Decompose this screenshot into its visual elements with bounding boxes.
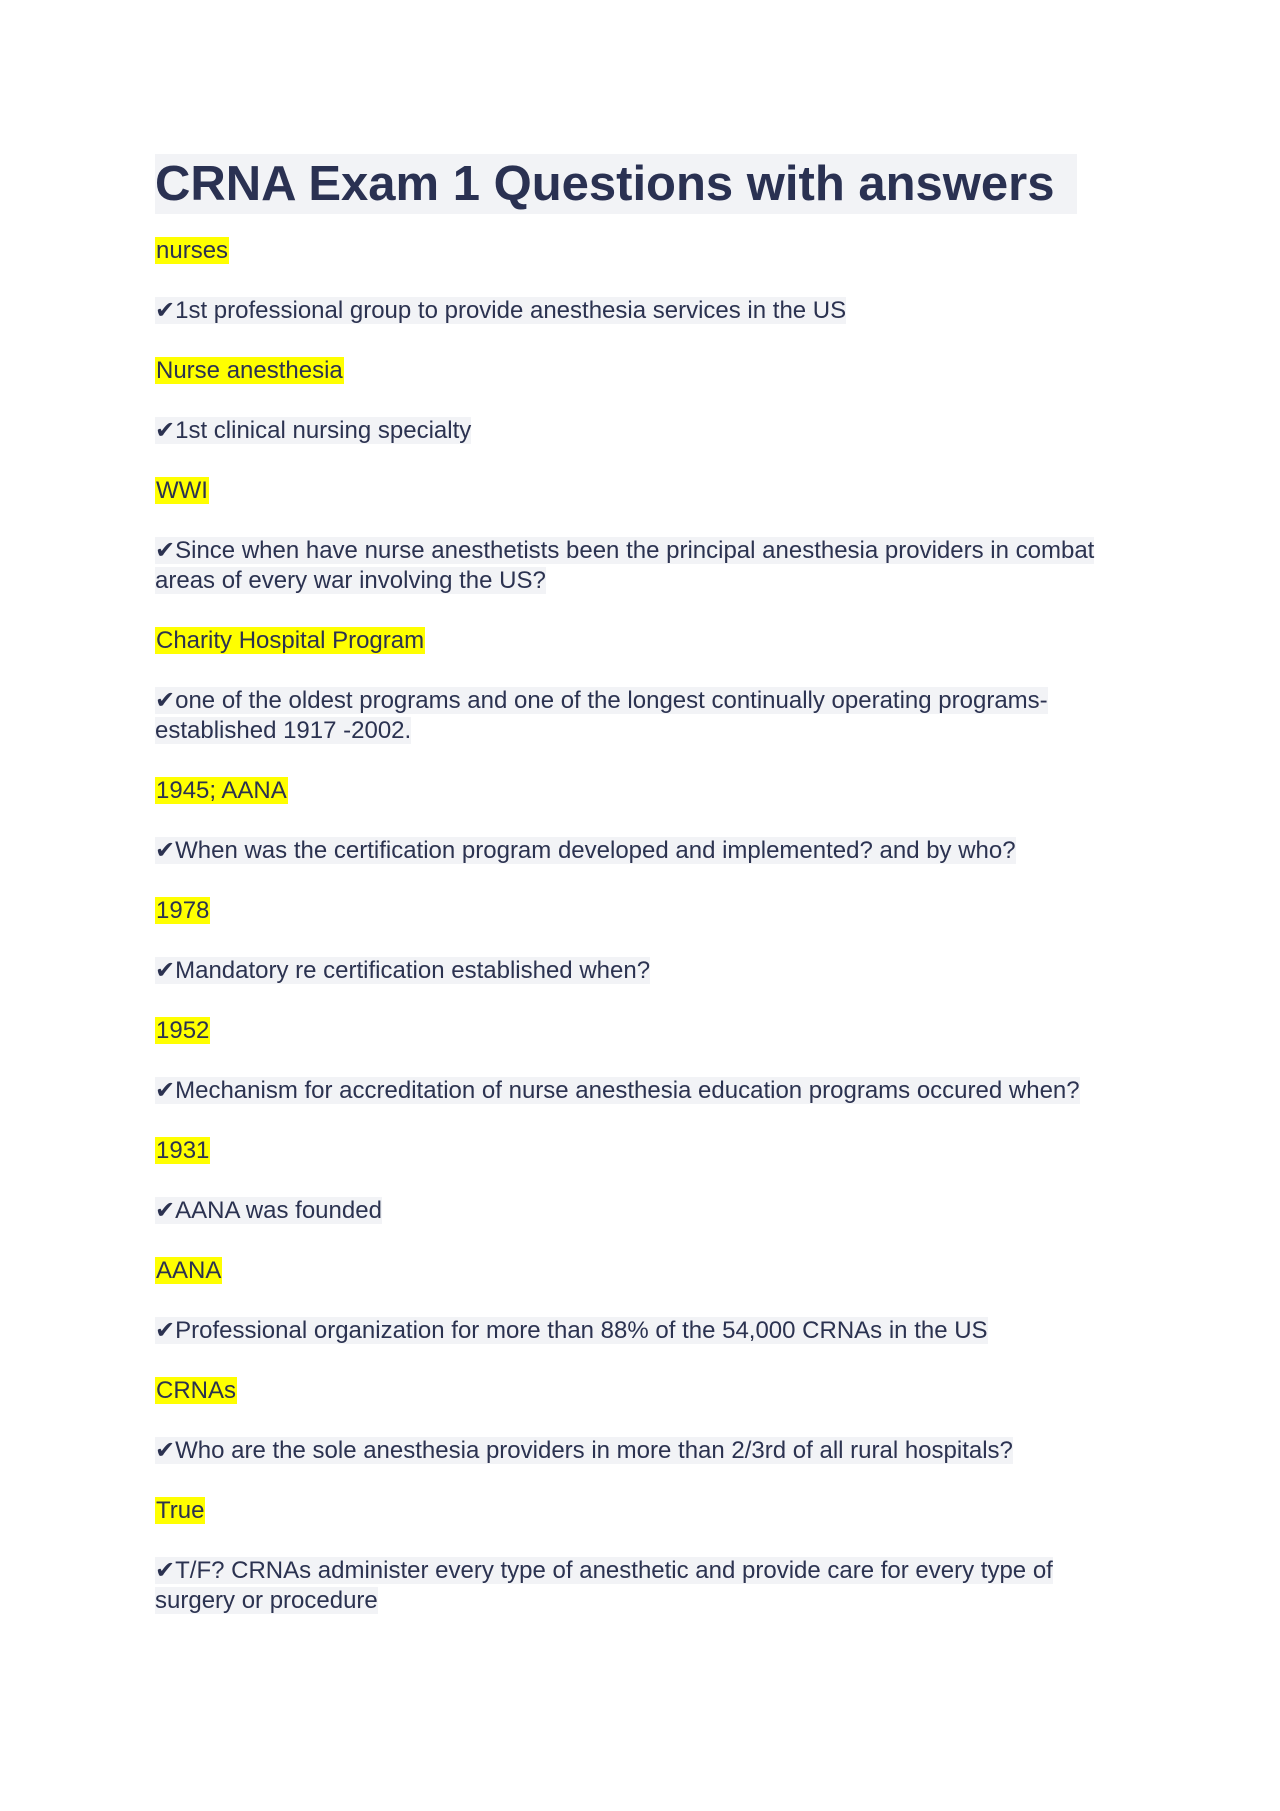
definition-body: AANA was founded: [175, 1197, 382, 1224]
definition-text: [155, 957, 650, 984]
definition-text: [155, 1077, 1080, 1104]
definition-body: When was the certification program developed and implemented? and by who?: [175, 837, 1016, 864]
check-mark-icon: ✔: [155, 537, 176, 564]
term-highlight: CRNAs: [156, 1377, 237, 1404]
definition-body: one of the oldest programs and one of the longest continually operating programs- established 1917 -2002.: [155, 687, 1048, 744]
term-highlight: 1978: [156, 897, 210, 924]
qa-item: [155, 356, 1135, 446]
check-mark-icon: ✔: [155, 837, 176, 864]
check-mark-icon: ✔: [155, 297, 176, 324]
term-highlight: AANA: [156, 1257, 222, 1284]
check-mark-icon: ✔: [155, 1197, 176, 1224]
qa-item: [155, 896, 1135, 986]
term-highlight: 1931: [156, 1137, 210, 1164]
definition-body: T/F? CRNAs administer every type of anesthetic and provide care for every type of surgery or procedure: [155, 1557, 1053, 1614]
check-mark-icon: ✔: [155, 1437, 176, 1464]
definition-body: 1st professional group to provide anesthesia services in the US: [175, 297, 847, 324]
definition-body: Since when have nurse anesthetists been the principal anesthesia providers in combat areas of every war involving the US?: [155, 537, 1095, 594]
definition-text: [155, 1197, 382, 1224]
definition-body: Professional organization for more than 88% of the 54,000 CRNAs in the US: [175, 1317, 988, 1344]
check-mark-icon: ✔: [155, 1077, 176, 1104]
term-highlight: nurses: [156, 237, 229, 264]
term-highlight: 1952: [156, 1017, 210, 1044]
qa-item: [155, 1136, 1135, 1226]
qa-item: [155, 1016, 1135, 1106]
definition-text: [155, 417, 471, 444]
check-mark-icon: ✔: [155, 417, 176, 444]
definition-text: [155, 687, 1048, 744]
qa-item: [155, 1376, 1135, 1466]
term-highlight: Nurse anesthesia: [156, 357, 343, 384]
definition-body: 1st clinical nursing specialty: [175, 417, 472, 444]
check-mark-icon: ✔: [155, 957, 176, 984]
term-highlight: WWI: [156, 477, 208, 504]
term-highlight: Charity Hospital Program: [156, 627, 425, 654]
definition-body: Mandatory re certification established when?: [175, 957, 651, 984]
definition-text: [155, 837, 1016, 864]
document-title: CRNA Exam 1 Questions with answers: [155, 154, 1077, 214]
term-highlight: True: [156, 1497, 205, 1524]
definition-text: [155, 1557, 1053, 1614]
qa-item: [155, 1256, 1135, 1346]
definition-text: [155, 1317, 988, 1344]
definition-body: Who are the sole anesthesia providers in more than 2/3rd of all rural hospitals?: [175, 1437, 1013, 1464]
qa-item: [155, 626, 1135, 746]
check-mark-icon: ✔: [155, 1317, 176, 1344]
qa-item: [155, 776, 1135, 866]
definition-text: [155, 537, 1094, 594]
definition-text: [155, 1437, 1013, 1464]
qa-item: [155, 1496, 1135, 1616]
definition-text: [155, 297, 846, 324]
qa-item: [155, 476, 1135, 596]
qa-item: [155, 236, 1135, 326]
term-highlight: 1945; AANA: [156, 777, 287, 804]
definition-body: Mechanism for accreditation of nurse anesthesia education programs occured when?: [175, 1077, 1080, 1104]
document-content: [155, 154, 1135, 1646]
qa-list: [155, 236, 1135, 1616]
check-mark-icon: ✔: [155, 1557, 176, 1584]
check-mark-icon: ✔: [155, 687, 176, 714]
